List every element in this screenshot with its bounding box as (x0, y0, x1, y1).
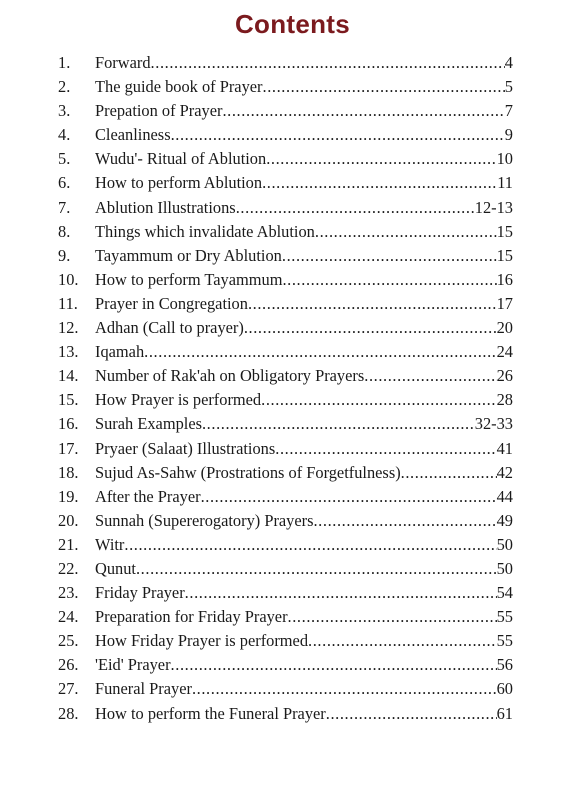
toc-entry (58, 388, 513, 412)
toc-entry-number: 21. (58, 534, 79, 554)
toc-entry-title: Forward (95, 53, 151, 72)
toc-dot-leader (315, 220, 497, 244)
toc-entry-page: 50 (496, 558, 513, 578)
toc-entry-title: Tayammum or Dry Ablution (95, 245, 282, 265)
toc-dot-leader (282, 268, 496, 292)
toc-entry (58, 364, 513, 388)
toc-entry-page: 26 (496, 366, 513, 386)
toc-entry-number: 3. (58, 101, 71, 121)
toc-entry (58, 629, 513, 653)
toc-entry-title: Friday Prayer (95, 583, 185, 603)
toc-entry-page: 61 (496, 703, 513, 723)
toc-entry-page: 4 (504, 53, 513, 72)
toc-list (58, 51, 513, 726)
toc-entry (58, 292, 513, 316)
toc-entry-page: 7 (504, 101, 513, 121)
toc-entry-page: 42 (496, 462, 513, 482)
toc-entry-title: Cleanliness (95, 125, 171, 145)
toc-entry-title: Sujud As-Sahw (Prostrations of Forgetfulness) (95, 462, 401, 482)
toc-entry-page: 50 (496, 534, 513, 554)
toc-entry (58, 509, 513, 533)
toc-entry-page: 20 (496, 318, 513, 338)
toc-entry-page: 55 (496, 607, 513, 627)
page-title: Contents (234, 9, 351, 39)
toc-entry (58, 51, 513, 75)
toc-entry-number: 10. (58, 269, 79, 289)
toc-entry-number: 19. (58, 486, 79, 506)
toc-entry-title: Wudu'- Ritual of Ablution (95, 149, 267, 169)
toc-entry-number: 9. (58, 245, 71, 265)
toc-entry-number: 14. (58, 366, 79, 386)
toc-entry-page: 12-13 (474, 197, 513, 217)
toc-entry (58, 268, 513, 292)
toc-entry-number: 23. (58, 583, 79, 603)
toc-dot-leader (401, 461, 497, 485)
toc-dot-leader (313, 509, 496, 533)
toc-entry (58, 220, 513, 244)
toc-entry-page: 56 (496, 655, 513, 675)
toc-entry-number: 16. (58, 414, 79, 434)
toc-entry-title: Surah Examples (95, 414, 202, 434)
toc-entry (58, 171, 513, 195)
toc-entry-title: Preparation for Friday Prayer (95, 607, 288, 627)
toc-dot-leader (201, 485, 497, 509)
toc-entry (58, 196, 513, 220)
toc-entry (58, 123, 513, 147)
toc-entry-page: 15 (496, 221, 513, 241)
toc-entry-title: Prepation of Prayer (95, 101, 223, 121)
toc-entry (58, 677, 513, 701)
toc-entry-number: 11. (58, 293, 78, 313)
toc-entry (58, 653, 513, 677)
toc-entry-page: 49 (496, 510, 513, 530)
toc-entry-page: 54 (496, 583, 513, 603)
toc-entry-number: 28. (58, 703, 79, 723)
toc-entry (58, 244, 513, 268)
toc-dot-leader (185, 581, 497, 605)
toc-entry (58, 99, 513, 123)
toc-entry-page: 16 (496, 269, 513, 289)
toc-entry-page: 55 (496, 631, 513, 651)
toc-dot-leader (192, 677, 497, 701)
toc-dot-leader (244, 316, 497, 340)
toc-entry-page: 11 (497, 173, 513, 193)
toc-entry-page: 41 (496, 438, 513, 458)
toc-entry-page: 5 (504, 77, 513, 97)
toc-entry-number: 26. (58, 655, 79, 675)
toc-entry-title: How to perform Ablution (95, 173, 263, 193)
toc-entry-number: 25. (58, 631, 79, 651)
toc-entry-title: Number of Rak'ah on Obligatory Prayers (95, 366, 365, 386)
toc-entry-number: 8. (58, 221, 71, 241)
toc-entry-number: 7. (58, 197, 71, 217)
toc-entry-number: 17. (58, 438, 79, 458)
toc-entry-title: How Prayer is performed (95, 390, 262, 410)
toc-entry-number: 24. (58, 607, 79, 627)
toc-entry-title: Prayer in Congregation (95, 293, 248, 313)
toc-entry-title: The guide book of Prayer (95, 77, 263, 97)
toc-entry-title: How to perform the Funeral Prayer (95, 703, 326, 723)
toc-entry-page: 17 (496, 293, 513, 313)
toc-dot-leader (236, 196, 475, 220)
toc-dot-leader (248, 292, 497, 316)
toc-entry-title: Ablution Illustrations (95, 197, 236, 217)
toc-entry-title: How Friday Prayer is performed (95, 631, 309, 651)
toc-dot-leader (261, 388, 496, 412)
toc-entry-title: After the Prayer (95, 486, 201, 506)
toc-entry (58, 702, 513, 726)
toc-entry-number: 1. (58, 53, 71, 72)
toc-entry-title: Witr (95, 534, 125, 554)
toc-dot-leader (282, 244, 497, 268)
toc-entry-title: Iqamah (95, 342, 145, 362)
toc-dot-leader (288, 605, 497, 629)
toc-entry-number: 20. (58, 510, 79, 530)
toc-entry-page: 28 (496, 390, 513, 410)
toc-entry-title: 'Eid' Prayer (95, 655, 171, 675)
toc-entry-number: 5. (58, 149, 71, 169)
toc-entry-number: 6. (58, 173, 71, 193)
toc-entry-page: 10 (496, 149, 513, 169)
toc-entry-page: 24 (496, 342, 513, 362)
toc-entry (58, 605, 513, 629)
toc-entry-page: 60 (496, 679, 513, 699)
toc-dot-leader (171, 123, 505, 147)
toc-entry-page: 15 (496, 245, 513, 265)
toc-dot-leader (262, 171, 497, 195)
toc-entry (58, 581, 513, 605)
toc-entry-page: 9 (504, 125, 513, 145)
toc-dot-leader (136, 557, 497, 581)
toc-entry-number: 2. (58, 77, 71, 97)
toc-dot-leader (144, 340, 496, 364)
toc-entry-title: Adhan (Call to prayer) (95, 318, 244, 338)
toc-entry (58, 75, 513, 99)
toc-dot-leader (171, 653, 497, 677)
toc-entry-number: 12. (58, 318, 79, 338)
toc-dot-leader (222, 99, 504, 123)
toc-dot-leader (266, 147, 496, 171)
toc-entry (58, 316, 513, 340)
toc-entry-title: Pryaer (Salaat) Illustrations (95, 438, 276, 458)
toc-dot-leader (202, 412, 475, 436)
toc-entry (58, 461, 513, 485)
toc-dot-leader (364, 364, 496, 388)
toc-dot-leader (263, 75, 505, 99)
toc-entry-title: Sunnah (Supererogatory) Prayers (95, 510, 314, 530)
toc-entry (58, 412, 513, 436)
toc-entry-page: 44 (496, 486, 513, 506)
toc-entry-number: 18. (58, 462, 79, 482)
toc-entry-number: 22. (58, 558, 79, 578)
toc-dot-leader (151, 51, 505, 75)
toc-entry (58, 437, 513, 461)
toc-entry-number: 27. (58, 679, 79, 699)
toc-entry-title: Qunut (95, 558, 136, 578)
toc-dot-leader (275, 437, 496, 461)
toc-entry-number: 4. (58, 125, 71, 145)
toc-entry-title: Funeral Prayer (95, 679, 192, 699)
toc-entry (58, 557, 513, 581)
toc-entry-title: Things which invalidate Ablution (95, 221, 315, 241)
toc-entry (58, 533, 513, 557)
toc-entry (58, 340, 513, 364)
toc-entry (58, 485, 513, 509)
toc-dot-leader (124, 533, 496, 557)
toc-entry-title: How to perform Tayammum (95, 269, 283, 289)
toc-entry-page: 32-33 (474, 414, 513, 434)
toc-entry (58, 147, 513, 171)
toc-dot-leader (308, 629, 497, 653)
toc-dot-leader (326, 702, 497, 726)
toc-entry-number: 13. (58, 342, 79, 362)
toc-entry-number: 15. (58, 390, 79, 410)
